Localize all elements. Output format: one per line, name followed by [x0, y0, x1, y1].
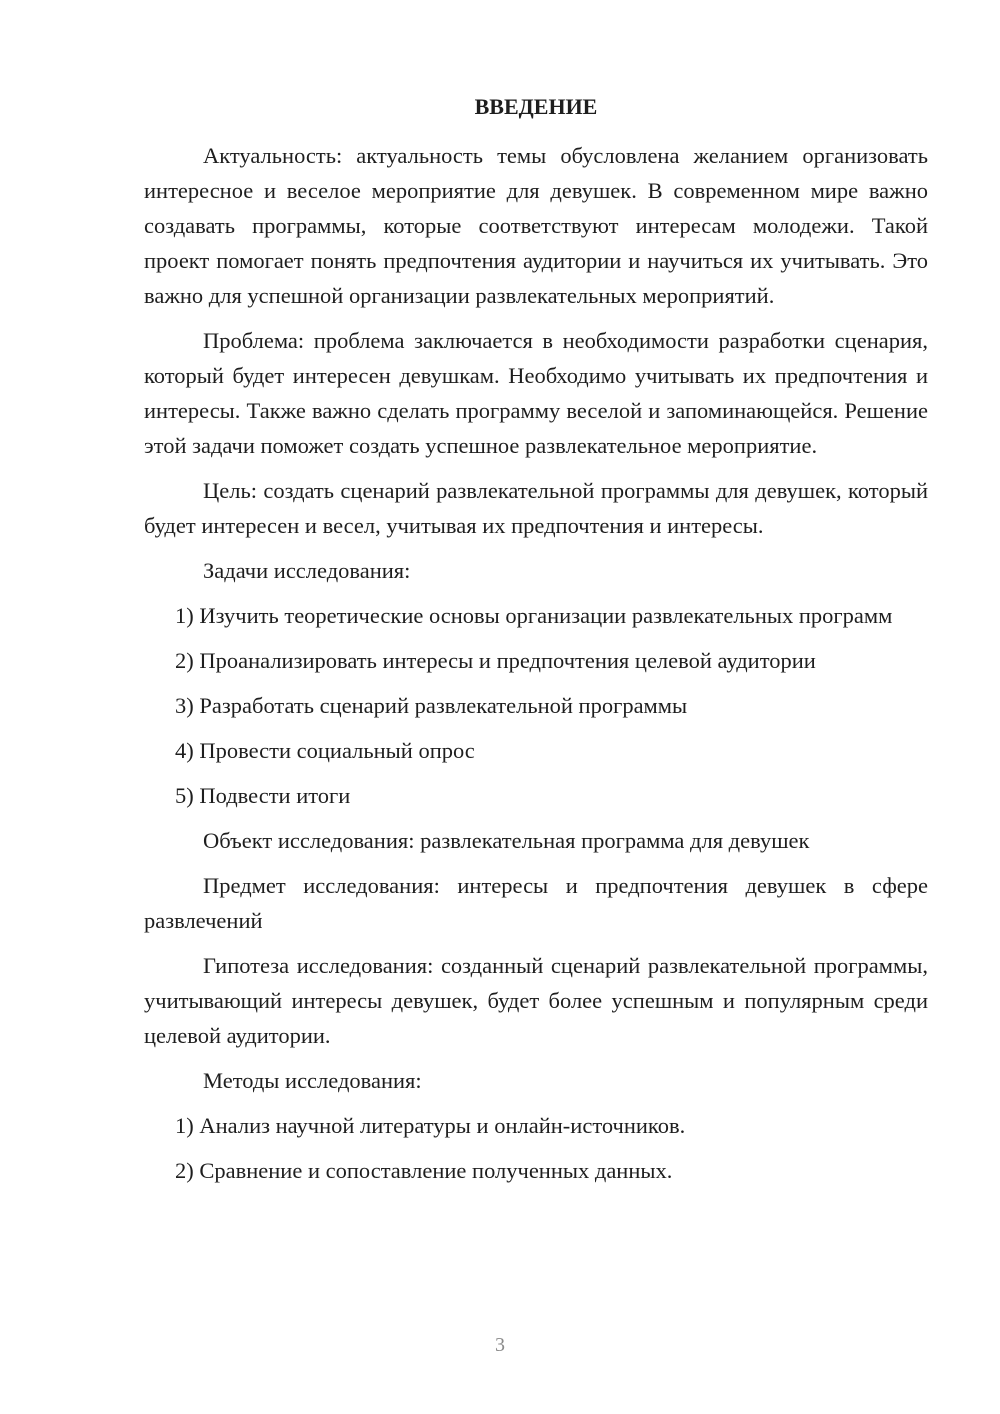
task-item: 1) Изучить теоретические основы организации развлекательных программ [175, 603, 893, 628]
object-paragraph: Объект исследования: развлекательная программа для девушек [203, 828, 810, 853]
page-content [144, 92, 928, 1198]
tasks-heading: Задачи исследования: [203, 558, 411, 583]
hypothesis-paragraph: Гипотеза исследования: созданный сценарий развлекательной программы, учитывающий интересы девушек, будет более успешным и популярным среди целевой аудитории. [144, 953, 928, 1048]
method-item: 2) Сравнение и сопоставление полученных данных. [175, 1158, 673, 1183]
task-item: 4) Провести социальный опрос [175, 738, 475, 763]
task-item: 3) Разработать сценарий развлекательной программы [175, 693, 688, 718]
problem-paragraph: Проблема: проблема заключается в необходимости разработки сценария, который будет интересен девушкам. Необходимо учитывать их предпочтения и интересы. Также важно сделать программу веселой и запоминающейся. Решение этой задачи поможет создать успешное развлекательное мероприятие. [144, 328, 928, 458]
task-item: 5) Подвести итоги [175, 783, 351, 808]
task-item: 2) Проанализировать интересы и предпочтения целевой аудитории [175, 648, 816, 673]
method-item: 1) Анализ научной литературы и онлайн-источников. [175, 1113, 686, 1138]
page-number: 3 [495, 1334, 505, 1356]
subject-paragraph: Предмет исследования: интересы и предпочтения девушек в сфере развлечений [144, 873, 928, 933]
goal-paragraph: Цель: создать сценарий развлекательной программы для девушек, который будет интересен и весел, учитывая их предпочтения и интересы. [144, 478, 928, 538]
methods-heading: Методы исследования: [203, 1068, 422, 1093]
relevance-paragraph: Актуальность: актуальность темы обусловлена желанием организовать интересное и веселое мероприятие для девушек. В современном мире важно создавать программы, которые соответствуют интересам молодежи. Такой проект помогает понять предпочтения аудитории и научиться их учитывать. Это важно для успешной организации развлекательных мероприятий. [144, 143, 928, 308]
page-title: ВВЕДЕНИЕ [474, 94, 598, 119]
